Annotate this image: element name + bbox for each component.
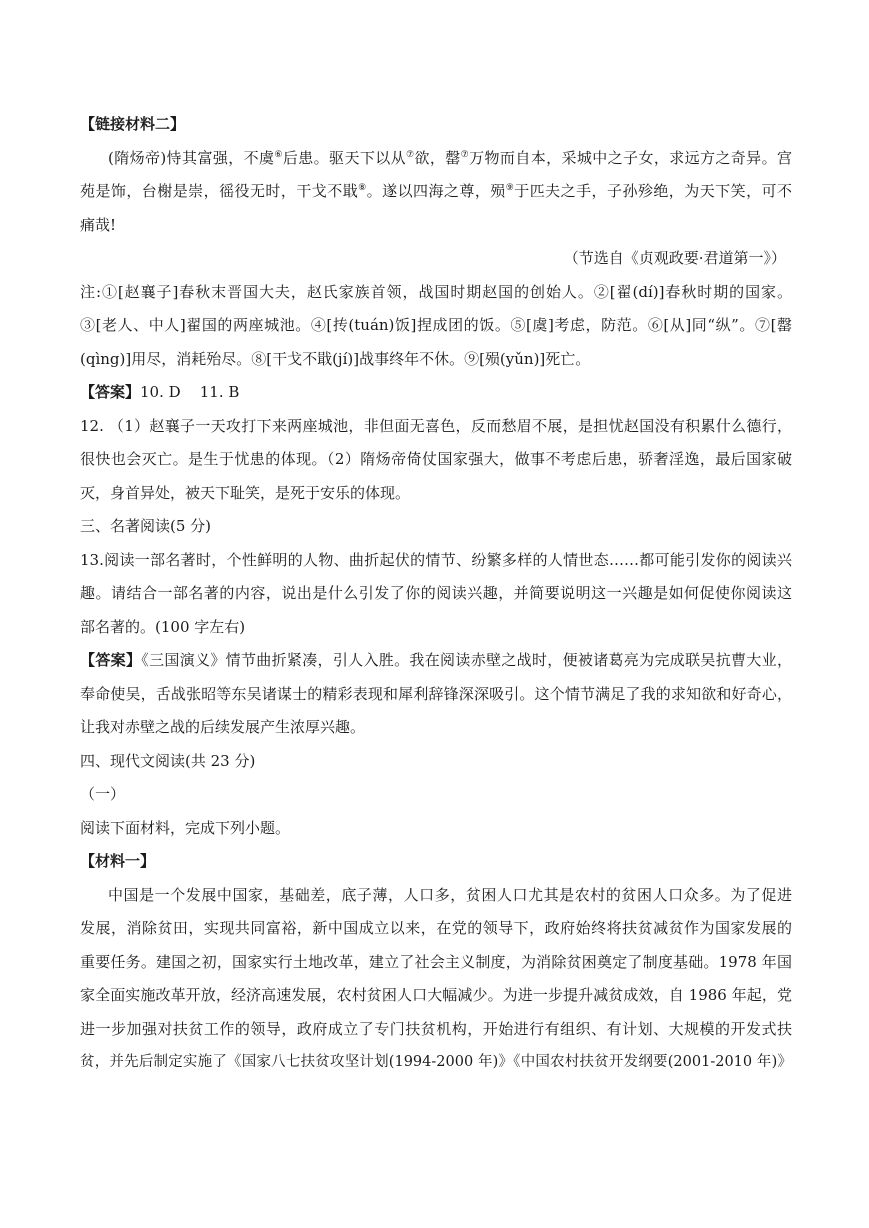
q12-line-2: 很快也会灭亡。是生于忧患的体现。（2）隋炀帝倚仗国家强大，做事不考虑后患，骄奢淫逸，最后国家破 xyxy=(80,450,792,468)
footnote-marker: ⑥ xyxy=(274,149,283,160)
section-3-heading: 三、名著阅读(5 分) xyxy=(80,517,212,535)
notes-line-1: 注:①[赵襄子]春秋末晋国大夫，赵氏家族首领，战国时期赵国的创始人。②[翟(dí)]春秋时期的国家。 xyxy=(80,282,792,301)
answer-13-line-2: 奉命使吴，舌战张昭等东吴诸谋士的精彩表现和犀利辞锋深深吸引。这个情节满足了我的求知欲和好奇心， xyxy=(80,684,792,703)
section-4-heading: 四、现代文阅读(共 23 分) xyxy=(80,751,256,770)
subsection-1-heading: （一） xyxy=(80,785,126,803)
footnote-marker: ⑦ xyxy=(460,149,470,160)
material-1-heading: 【材料一】 xyxy=(80,852,156,870)
footnote-marker: ⑨ xyxy=(505,183,515,193)
link-material-2-line-2: 苑是饰，台榭是崇，徭役无时，干戈不戢⑧。遂以四海之尊，殒⑨于匹夫之手，子孙殄绝，为天下笑，可不 xyxy=(80,182,792,200)
footnote-marker: ⑧ xyxy=(358,183,367,193)
answer-label: 【答案】 xyxy=(80,383,141,401)
answer-10-11 xyxy=(80,376,792,410)
material-1-line-6: 贫，并先后制定实施了《国家八七扶贫攻坚计划(1994-2000 年)》《中国农村扶贫开发纲要(2001-2010 年)》 xyxy=(80,1054,792,1070)
notes-line-3: (qìng)]用尽，消耗殆尽。⑧[干戈不戢(jí)]战事终年不休。⑨[殒(yǔn)]死亡。 xyxy=(80,349,591,368)
material-1-line-4: 家全面实施改革开放，经济高速发展，农村贫困人口大幅减少。为进一步提升减贫成效，自 1986 年起，党 xyxy=(80,986,792,1004)
notes-line-2: ③[老人、中人]翟国的两座城池。④[抟(tuán)饭]捏成团的饭。⑤[虞]考虑，防范。⑥[从]同“纵”。⑦[罄 xyxy=(80,316,792,334)
link-material-2-heading: 【链接材料二】 xyxy=(80,115,186,133)
footnote-marker: ⑦ xyxy=(406,149,415,160)
reading-instruction: 阅读下面材料，完成下列小题。 xyxy=(80,818,291,837)
q12-line-1: 12. （1）赵襄子一天攻打下来两座城池，非但面无喜色，反而愁眉不展，是担忧赵国没有积累什么德行， xyxy=(80,416,792,435)
q13-line-3: 部名著的。(100 字左右) xyxy=(80,617,246,636)
material-1-line-3: 重要任务。建国之初，国家实行土地改革，建立了社会主义制度，为消除贫困奠定了制度基础。1978 年国 xyxy=(80,952,792,971)
document-page xyxy=(80,108,792,1080)
link-material-2-line-3: 痛哉! xyxy=(80,215,117,234)
q13-line-2: 趣。请结合一部名著的内容，说出是什么引发了你的阅读兴趣，并简要说明这一兴趣是如何促使你阅读这 xyxy=(80,584,792,602)
answer-text: 10. D 11. B xyxy=(140,383,240,401)
answer-13-line-1: 【答案】《三国演义》情节曲折紧凑，引人入胜。我在阅读赤壁之战时，便被诸葛亮为完成联吴抗曹大业， xyxy=(80,651,792,669)
source-citation: （节选自《贞观政要·君道第一》） xyxy=(563,249,786,267)
answer-13-line-3: 让我对赤壁之战的后续发展产生浓厚兴趣。 xyxy=(80,718,366,736)
answer-label: 【答案】 xyxy=(80,651,142,669)
material-1-line-5: 进一步加强对扶贫工作的领导，政府成立了专门扶贫机构，开始进行有组织、有计划、大规模的开发式扶 xyxy=(80,1019,792,1038)
link-material-2-line-1: (隋炀帝)恃其富强，不虞⑥后患。驱天下以从⑦欲，罄⑦万物而自本，采城中之子女，求远方之奇异。宫 xyxy=(108,148,792,167)
q12-line-3: 灭，身首异处，被天下耻笑，是死于安乐的体现。 xyxy=(80,483,411,502)
material-1-line-2: 发展，消除贫田，实现共同富裕，新中国成立以来，在党的领导下，政府始终将扶贫减贫作为国家发展的 xyxy=(80,919,792,937)
q13-line-1: 13.阅读一部名著时，个性鲜明的人物、曲折起伏的情节、纷繁多样的人情世态……都可能引发你的阅读兴 xyxy=(80,550,792,569)
material-1-line-1: 中国是一个发展中国家，基础差，底子薄，人口多，贫困人口尤其是农村的贫困人口众多。为了促进 xyxy=(108,885,792,904)
